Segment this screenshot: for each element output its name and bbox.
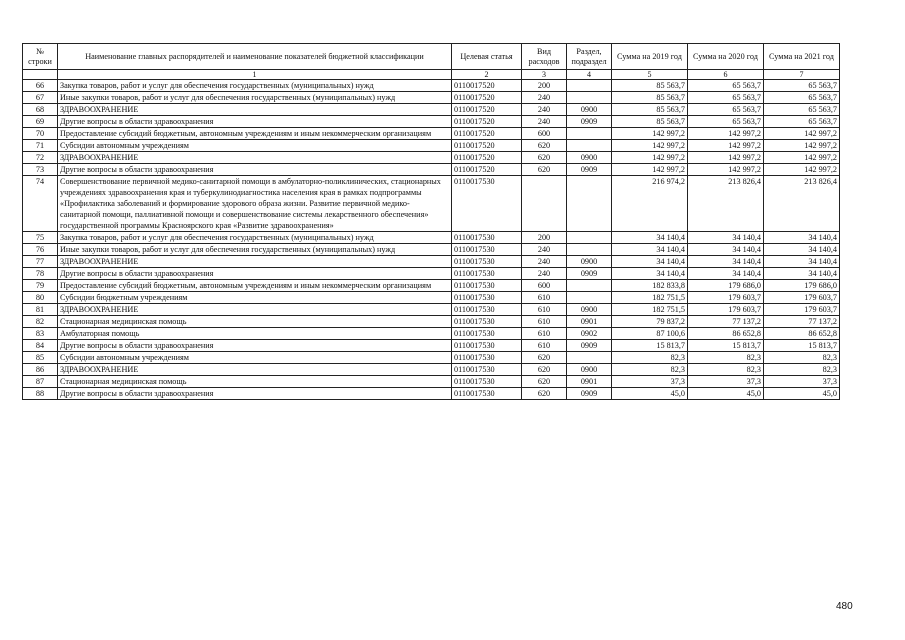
row-target-code: 0110017530 <box>452 340 522 352</box>
row-section: 0901 <box>567 316 612 328</box>
header-num: № строки <box>23 44 58 70</box>
row-name: ЗДРАВООХРАНЕНИЕ <box>58 364 452 376</box>
table-row <box>23 328 840 340</box>
row-section: 0900 <box>567 104 612 116</box>
row-sum-2020: 142 997,2 <box>688 164 764 176</box>
table-row <box>23 292 840 304</box>
row-name: Иные закупки товаров, работ и услуг для обеспечения государственных (муниципальных) нужд <box>58 244 452 256</box>
row-name: Субсидии автономным учреждениям <box>58 352 452 364</box>
row-target-code: 0110017520 <box>452 152 522 164</box>
row-target-code: 0110017520 <box>452 104 522 116</box>
table-row <box>23 244 840 256</box>
row-name: Другие вопросы в области здравоохранения <box>58 116 452 128</box>
row-expense-type: 620 <box>522 352 567 364</box>
row-sum-2021: 15 813,7 <box>764 340 840 352</box>
row-sum-2019: 85 563,7 <box>612 104 688 116</box>
row-expense-type: 200 <box>522 232 567 244</box>
row-target-code: 0110017520 <box>452 92 522 104</box>
row-sum-2021: 179 686,0 <box>764 280 840 292</box>
row-section: 0902 <box>567 328 612 340</box>
row-target-code: 0110017530 <box>452 232 522 244</box>
header-vid: Вид расходов <box>522 44 567 70</box>
table-row <box>23 116 840 128</box>
row-sum-2021: 86 652,8 <box>764 328 840 340</box>
row-name: ЗДРАВООХРАНЕНИЕ <box>58 104 452 116</box>
row-name: Другие вопросы в области здравоохранения <box>58 268 452 280</box>
row-number: 71 <box>23 140 58 152</box>
row-expense-type: 610 <box>522 316 567 328</box>
row-sum-2019: 45,0 <box>612 388 688 400</box>
row-expense-type: 240 <box>522 104 567 116</box>
row-target-code: 0110017530 <box>452 256 522 268</box>
row-section <box>567 352 612 364</box>
row-section <box>567 80 612 92</box>
table-row <box>23 364 840 376</box>
header-sum-2021: Сумма на 2021 год <box>764 44 840 70</box>
row-target-code: 0110017520 <box>452 140 522 152</box>
row-sum-2021: 34 140,4 <box>764 244 840 256</box>
row-section: 0900 <box>567 304 612 316</box>
row-sum-2019: 142 997,2 <box>612 140 688 152</box>
column-index: 2 <box>452 70 522 80</box>
row-section <box>567 128 612 140</box>
row-sum-2020: 179 603,7 <box>688 304 764 316</box>
row-sum-2020: 86 652,8 <box>688 328 764 340</box>
row-sum-2020: 34 140,4 <box>688 268 764 280</box>
row-sum-2020: 142 997,2 <box>688 152 764 164</box>
row-sum-2021: 65 563,7 <box>764 104 840 116</box>
row-number: 77 <box>23 256 58 268</box>
row-target-code: 0110017530 <box>452 280 522 292</box>
table-row <box>23 316 840 328</box>
row-number: 72 <box>23 152 58 164</box>
column-index: 5 <box>612 70 688 80</box>
row-sum-2020: 65 563,7 <box>688 80 764 92</box>
row-sum-2019: 82,3 <box>612 364 688 376</box>
page-number: 480 <box>836 601 853 612</box>
row-expense-type: 600 <box>522 280 567 292</box>
row-sum-2020: 65 563,7 <box>688 92 764 104</box>
row-number: 67 <box>23 92 58 104</box>
row-expense-type: 240 <box>522 244 567 256</box>
row-sum-2020: 77 137,2 <box>688 316 764 328</box>
header-sum-2019: Сумма на 2019 год <box>612 44 688 70</box>
row-sum-2021: 77 137,2 <box>764 316 840 328</box>
table-row <box>23 80 840 92</box>
row-number: 74 <box>23 176 58 232</box>
row-sum-2019: 182 833,8 <box>612 280 688 292</box>
row-sum-2019: 79 837,2 <box>612 316 688 328</box>
row-sum-2020: 213 826,4 <box>688 176 764 232</box>
row-sum-2019: 34 140,4 <box>612 244 688 256</box>
row-sum-2020: 65 563,7 <box>688 104 764 116</box>
row-target-code: 0110017530 <box>452 376 522 388</box>
row-sum-2021: 142 997,2 <box>764 152 840 164</box>
row-target-code: 0110017530 <box>452 244 522 256</box>
row-section: 0900 <box>567 256 612 268</box>
row-sum-2020: 65 563,7 <box>688 116 764 128</box>
table-row <box>23 340 840 352</box>
row-sum-2021: 179 603,7 <box>764 292 840 304</box>
row-sum-2019: 142 997,2 <box>612 128 688 140</box>
row-number: 84 <box>23 340 58 352</box>
row-sum-2019: 34 140,4 <box>612 232 688 244</box>
row-sum-2021: 65 563,7 <box>764 92 840 104</box>
row-sum-2019: 87 100,6 <box>612 328 688 340</box>
row-sum-2021: 34 140,4 <box>764 232 840 244</box>
column-index: 3 <box>522 70 567 80</box>
row-number: 88 <box>23 388 58 400</box>
table-row <box>23 388 840 400</box>
row-sum-2019: 142 997,2 <box>612 164 688 176</box>
row-target-code: 0110017530 <box>452 364 522 376</box>
row-target-code: 0110017520 <box>452 116 522 128</box>
row-expense-type: 620 <box>522 152 567 164</box>
row-number: 76 <box>23 244 58 256</box>
table-row <box>23 352 840 364</box>
row-section <box>567 292 612 304</box>
row-sum-2019: 15 813,7 <box>612 340 688 352</box>
row-expense-type: 620 <box>522 376 567 388</box>
row-section: 0909 <box>567 388 612 400</box>
row-number: 69 <box>23 116 58 128</box>
row-section <box>567 140 612 152</box>
row-target-code: 0110017530 <box>452 388 522 400</box>
row-sum-2019: 34 140,4 <box>612 268 688 280</box>
row-sum-2019: 85 563,7 <box>612 92 688 104</box>
row-name: ЗДРАВООХРАНЕНИЕ <box>58 256 452 268</box>
row-sum-2019: 216 974,2 <box>612 176 688 232</box>
row-sum-2021: 82,3 <box>764 364 840 376</box>
table-row <box>23 232 840 244</box>
table-row <box>23 92 840 104</box>
row-expense-type: 200 <box>522 80 567 92</box>
row-sum-2020: 34 140,4 <box>688 232 764 244</box>
row-target-code: 0110017520 <box>452 164 522 176</box>
row-sum-2021: 34 140,4 <box>764 256 840 268</box>
row-number: 86 <box>23 364 58 376</box>
row-target-code: 0110017530 <box>452 316 522 328</box>
row-expense-type: 620 <box>522 140 567 152</box>
row-sum-2020: 142 997,2 <box>688 128 764 140</box>
row-number: 82 <box>23 316 58 328</box>
row-number: 78 <box>23 268 58 280</box>
row-sum-2020: 82,3 <box>688 364 764 376</box>
header-name: Наименование главных распорядителей и наименование показателей бюджетной классификации <box>58 44 452 70</box>
row-name: Субсидии бюджетным учреждениям <box>58 292 452 304</box>
row-expense-type: 620 <box>522 364 567 376</box>
row-number: 75 <box>23 232 58 244</box>
row-section: 0909 <box>567 340 612 352</box>
row-expense-type: 610 <box>522 328 567 340</box>
table-row <box>23 104 840 116</box>
row-sum-2021: 142 997,2 <box>764 164 840 176</box>
row-number: 66 <box>23 80 58 92</box>
row-number: 70 <box>23 128 58 140</box>
row-name: Совершенствование первичной медико-санитарной помощи в амбулаторно-поликлинических, стационарных учреждениях здравоохранения края и туберкулинодиагностика населения края в рамках подпрограммы «Профилактика заболеваний и формирование здорового образа жизни. Развитие первичной медико-санитарной помощи, паллиативной помощи и совершенствование системы лекарственного обеспечения» государственной программы Красноярского края «Развитие здравоохранения» <box>58 176 452 232</box>
row-name: Предоставление субсидий бюджетным, автономным учреждениям и иным некоммерческим организациям <box>58 280 452 292</box>
row-target-code: 0110017530 <box>452 352 522 364</box>
row-number: 81 <box>23 304 58 316</box>
column-index <box>23 70 58 80</box>
row-sum-2021: 45,0 <box>764 388 840 400</box>
row-target-code: 0110017530 <box>452 292 522 304</box>
row-sum-2021: 34 140,4 <box>764 268 840 280</box>
row-number: 85 <box>23 352 58 364</box>
row-sum-2019: 182 751,5 <box>612 304 688 316</box>
row-name: Предоставление субсидий бюджетным, автономным учреждениям и иным некоммерческим организациям <box>58 128 452 140</box>
row-section <box>567 244 612 256</box>
row-target-code: 0110017530 <box>452 328 522 340</box>
header-razdel: Раздел, подраздел <box>567 44 612 70</box>
row-sum-2019: 182 751,5 <box>612 292 688 304</box>
row-expense-type: 610 <box>522 304 567 316</box>
table-row <box>23 304 840 316</box>
row-sum-2020: 45,0 <box>688 388 764 400</box>
row-sum-2020: 82,3 <box>688 352 764 364</box>
row-section <box>567 176 612 232</box>
row-section: 0909 <box>567 116 612 128</box>
row-name: Другие вопросы в области здравоохранения <box>58 340 452 352</box>
row-name: Амбулаторная помощь <box>58 328 452 340</box>
column-index: 6 <box>688 70 764 80</box>
row-sum-2020: 179 603,7 <box>688 292 764 304</box>
row-section: 0909 <box>567 164 612 176</box>
table-row <box>23 152 840 164</box>
row-target-code: 0110017530 <box>452 176 522 232</box>
row-expense-type: 620 <box>522 388 567 400</box>
row-sum-2021: 37,3 <box>764 376 840 388</box>
row-section: 0900 <box>567 152 612 164</box>
header-code: Целевая статья <box>452 44 522 70</box>
row-target-code: 0110017520 <box>452 80 522 92</box>
row-expense-type: 610 <box>522 340 567 352</box>
row-name: Другие вопросы в области здравоохранения <box>58 164 452 176</box>
row-name: Закупка товаров, работ и услуг для обеспечения государственных (муниципальных) нужд <box>58 232 452 244</box>
row-name: Стационарная медицинская помощь <box>58 376 452 388</box>
row-sum-2021: 65 563,7 <box>764 80 840 92</box>
row-sum-2019: 85 563,7 <box>612 80 688 92</box>
row-sum-2019: 142 997,2 <box>612 152 688 164</box>
column-index: 1 <box>58 70 452 80</box>
row-sum-2021: 179 603,7 <box>764 304 840 316</box>
row-section: 0909 <box>567 268 612 280</box>
row-number: 80 <box>23 292 58 304</box>
row-sum-2020: 179 686,0 <box>688 280 764 292</box>
column-index: 4 <box>567 70 612 80</box>
column-index: 7 <box>764 70 840 80</box>
row-sum-2019: 34 140,4 <box>612 256 688 268</box>
row-name: ЗДРАВООХРАНЕНИЕ <box>58 304 452 316</box>
row-sum-2021: 213 826,4 <box>764 176 840 232</box>
row-expense-type: 240 <box>522 268 567 280</box>
row-sum-2020: 34 140,4 <box>688 256 764 268</box>
row-expense-type: 240 <box>522 92 567 104</box>
row-target-code: 0110017530 <box>452 304 522 316</box>
table-row <box>23 376 840 388</box>
row-sum-2021: 82,3 <box>764 352 840 364</box>
row-name: Другие вопросы в области здравоохранения <box>58 388 452 400</box>
row-section <box>567 280 612 292</box>
row-name: Субсидии автономным учреждениям <box>58 140 452 152</box>
row-number: 73 <box>23 164 58 176</box>
table-row <box>23 280 840 292</box>
header-sum-2020: Сумма на 2020 год <box>688 44 764 70</box>
row-number: 83 <box>23 328 58 340</box>
header-row <box>23 44 840 70</box>
row-expense-type <box>522 176 567 232</box>
table-row <box>23 176 840 232</box>
row-number: 68 <box>23 104 58 116</box>
table-row <box>23 164 840 176</box>
row-sum-2020: 34 140,4 <box>688 244 764 256</box>
row-name: Иные закупки товаров, работ и услуг для обеспечения государственных (муниципальных) нужд <box>58 92 452 104</box>
table-row <box>23 140 840 152</box>
row-sum-2019: 85 563,7 <box>612 116 688 128</box>
column-index-row <box>23 70 840 80</box>
row-section <box>567 92 612 104</box>
table-body <box>23 80 840 400</box>
row-expense-type: 600 <box>522 128 567 140</box>
table-row <box>23 256 840 268</box>
row-name: Стационарная медицинская помощь <box>58 316 452 328</box>
row-sum-2019: 82,3 <box>612 352 688 364</box>
table-row <box>23 128 840 140</box>
row-sum-2020: 142 997,2 <box>688 140 764 152</box>
row-section: 0901 <box>567 376 612 388</box>
row-sum-2020: 37,3 <box>688 376 764 388</box>
row-expense-type: 620 <box>522 164 567 176</box>
row-section: 0900 <box>567 364 612 376</box>
row-target-code: 0110017520 <box>452 128 522 140</box>
row-sum-2021: 65 563,7 <box>764 116 840 128</box>
row-number: 87 <box>23 376 58 388</box>
table-row <box>23 268 840 280</box>
row-expense-type: 240 <box>522 256 567 268</box>
row-name: ЗДРАВООХРАНЕНИЕ <box>58 152 452 164</box>
row-sum-2020: 15 813,7 <box>688 340 764 352</box>
row-expense-type: 610 <box>522 292 567 304</box>
row-sum-2021: 142 997,2 <box>764 140 840 152</box>
budget-table <box>22 43 840 400</box>
row-number: 79 <box>23 280 58 292</box>
row-sum-2019: 37,3 <box>612 376 688 388</box>
row-expense-type: 240 <box>522 116 567 128</box>
row-section <box>567 232 612 244</box>
row-sum-2021: 142 997,2 <box>764 128 840 140</box>
row-target-code: 0110017530 <box>452 268 522 280</box>
row-name: Закупка товаров, работ и услуг для обеспечения государственных (муниципальных) нужд <box>58 80 452 92</box>
